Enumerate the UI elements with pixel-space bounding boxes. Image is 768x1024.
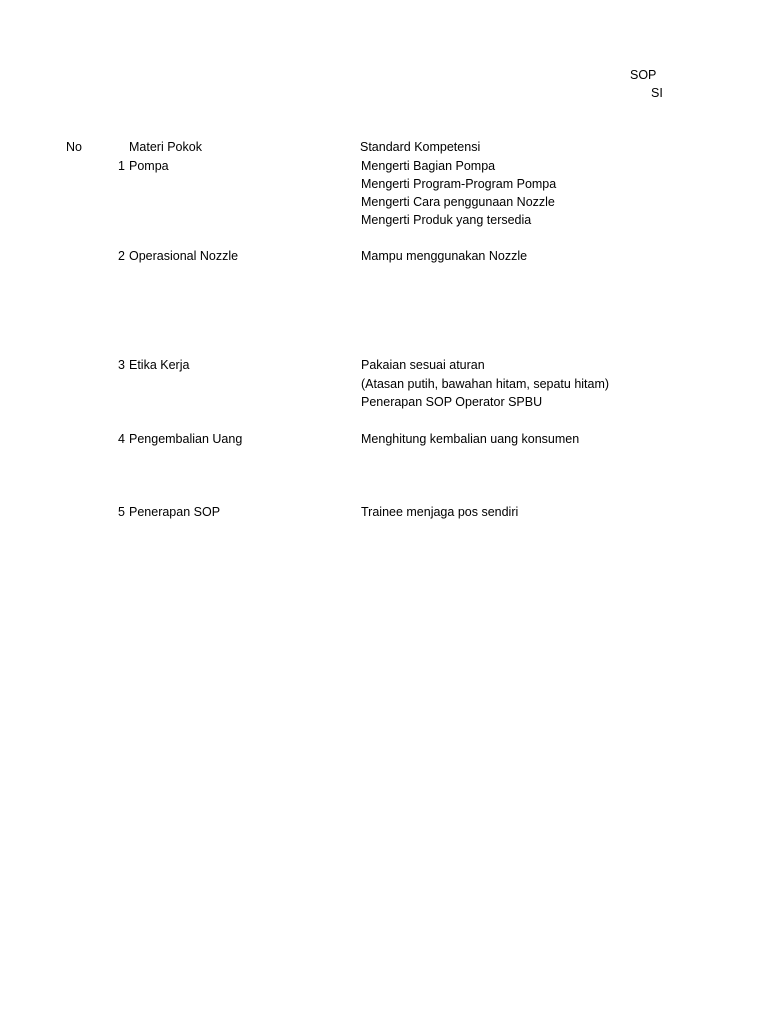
row-3-competency-2: (Atasan putih, bawahan hitam, sepatu hitam) <box>361 377 610 391</box>
column-header-materi-pokok: Materi Pokok <box>129 140 202 154</box>
row-3-topic: Etika Kerja <box>129 358 190 372</box>
row-1-topic: Pompa <box>129 159 169 173</box>
row-2-topic: Operasional Nozzle <box>129 249 239 263</box>
row-1-competency-4: Mengerti Produk yang tersedia <box>361 213 532 227</box>
row-2-competency-1: Mampu menggunakan Nozzle <box>361 249 528 263</box>
column-header-standard-kompetensi: Standard Kompetensi <box>360 140 481 154</box>
row-1-number: 1 <box>118 159 125 173</box>
row-5-topic: Penerapan SOP <box>129 505 221 519</box>
row-4-competency-1: Menghitung kembalian uang konsumen <box>361 432 580 446</box>
column-header-no: No <box>66 140 82 154</box>
row-3-number: 3 <box>118 358 125 372</box>
row-3-competency-3: Penerapan SOP Operator SPBU <box>361 395 543 409</box>
row-2-number: 2 <box>118 249 125 263</box>
row-4-number: 4 <box>118 432 125 446</box>
document-title-line-1: SOP <box>630 68 657 82</box>
row-5-number: 5 <box>118 505 125 519</box>
row-5-competency-1: Trainee menjaga pos sendiri <box>361 505 519 519</box>
row-4-topic: Pengembalian Uang <box>129 432 243 446</box>
row-3-competency-1: Pakaian sesuai aturan <box>361 358 485 372</box>
row-1-competency-3: Mengerti Cara penggunaan Nozzle <box>361 195 555 209</box>
row-1-competency-1: Mengerti Bagian Pompa <box>361 159 496 173</box>
row-1-competency-2: Mengerti Program-Program Pompa <box>361 177 557 191</box>
document-title-line-2: SI <box>651 86 663 100</box>
